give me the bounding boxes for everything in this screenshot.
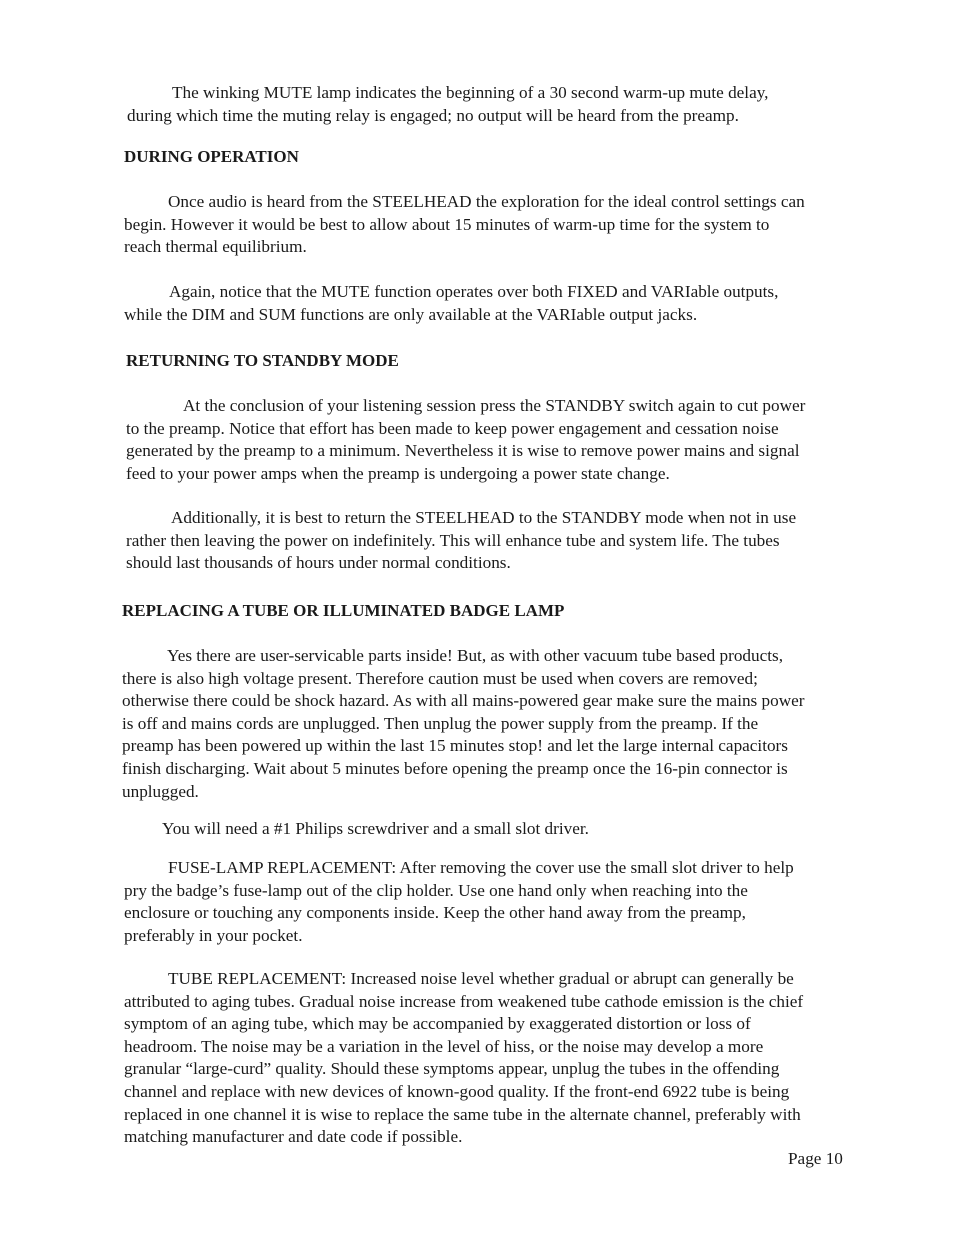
text-line: attributed to aging tubes. Gradual noise increase from weakened tube cathode emission is the chief [124, 991, 804, 1011]
text-line: preamp has been powered up within the last 15 minutes stop! and let the large internal capacitors [122, 736, 788, 756]
paragraph-conclusion-session [126, 395, 805, 485]
text-line: pry the badge’s fuse-lamp out of the clip holder. Use one hand only when reaching into the [124, 880, 748, 900]
paragraph-warmup-mute [127, 82, 768, 127]
heading-returning-standby: RETURNING TO STANDBY MODE [126, 351, 399, 370]
text-line: Once audio is heard from the STEELHEAD the exploration for the ideal control settings can [168, 192, 805, 211]
text-line: Additionally, it is best to return the STEELHEAD to the STANDBY mode when not in use [171, 508, 797, 527]
text-line: FUSE-LAMP REPLACEMENT: After removing the cover use the small slot driver to help [168, 858, 794, 877]
paragraph-standby-when-not-in-use [126, 507, 796, 575]
text-line: The winking MUTE lamp indicates the beginning of a 30 second warm-up mute delay, [172, 83, 769, 102]
text-line: replaced in one channel it is wise to replace the same tube in the alternate channel, preferably with [124, 1104, 801, 1124]
paragraph-user-servicable [122, 645, 805, 803]
text-line: preferably in your pocket. [124, 925, 303, 945]
text-line: enclosure or touching any components inside. Keep the other hand away from the preamp, [124, 903, 746, 923]
paragraph-fuse-lamp-replacement [124, 857, 794, 947]
text-line: otherwise there could be shock hazard. As with all mains-powered gear make sure the mains power [122, 691, 805, 711]
text-line: symptom of an aging tube, which may be accompanied by exaggerated distortion or loss of [124, 1014, 751, 1034]
text-line: headroom. The noise may be a variation in the level of hiss, or the noise may develop a more [124, 1036, 764, 1056]
text-line: unplugged. [122, 781, 199, 801]
heading-replacing-tube: REPLACING A TUBE OR ILLUMINATED BADGE LAMP [122, 601, 565, 620]
text-line: generated by the preamp to a minimum. Nevertheless it is wise to remove power mains and signal [126, 441, 800, 461]
text-line: You will need a #1 Philips screwdriver and a small slot driver. [162, 819, 589, 838]
text-line: TUBE REPLACEMENT: Increased noise level whether gradual or abrupt can generally be [168, 969, 794, 988]
text-line: reach thermal equilibrium. [124, 237, 307, 257]
text-line: At the conclusion of your listening session press the STANDBY switch again to cut power [183, 396, 806, 415]
paragraph-tools-needed [162, 818, 589, 841]
text-line: Yes there are user-servicable parts inside! But, as with other vacuum tube based products, [167, 646, 784, 665]
text-line: feed to your power amps when the preamp is undergoing a power state change. [126, 463, 670, 483]
text-line: there is also high voltage present. Therefore caution must be used when covers are removed; [122, 668, 758, 688]
text-line: matching manufacturer and date code if possible. [124, 1127, 463, 1147]
text-line: granular “large-curd” quality. Should these symptoms appear, unplug the tubes in the offending [124, 1059, 780, 1079]
paragraph-mute-function [124, 281, 778, 326]
text-line: finish discharging. Wait about 5 minutes before opening the preamp once the 16-pin connector is [122, 758, 788, 778]
page-number: Page 10 [788, 1149, 843, 1168]
text-line: channel and replace with new devices of known-good quality. If the front-end 6922 tube is being [124, 1081, 790, 1101]
text-line: Again, notice that the MUTE function operates over both FIXED and VARIable outputs, [169, 282, 779, 301]
text-line: begin. However it would be best to allow about 15 minutes of warm-up time for the system to [124, 214, 770, 234]
paragraph-tube-replacement [124, 968, 803, 1149]
paragraph-audio-heard [124, 191, 805, 259]
heading-during-operation: DURING OPERATION [124, 147, 299, 166]
text-line: rather then leaving the power on indefinitely. This will enhance tube and system life. The tubes [126, 530, 780, 550]
text-line: is off and mains cords are unplugged. Then unplug the power supply from the preamp. If the [122, 713, 759, 733]
text-line: while the DIM and SUM functions are only available at the VARIable output jacks. [124, 304, 698, 324]
text-line: to the preamp. Notice that effort has been made to keep power engagement and cessation noise [126, 418, 779, 438]
text-line: should last thousands of hours under normal conditions. [126, 553, 511, 573]
text-line: during which time the muting relay is engaged; no output will be heard from the preamp. [127, 105, 739, 125]
